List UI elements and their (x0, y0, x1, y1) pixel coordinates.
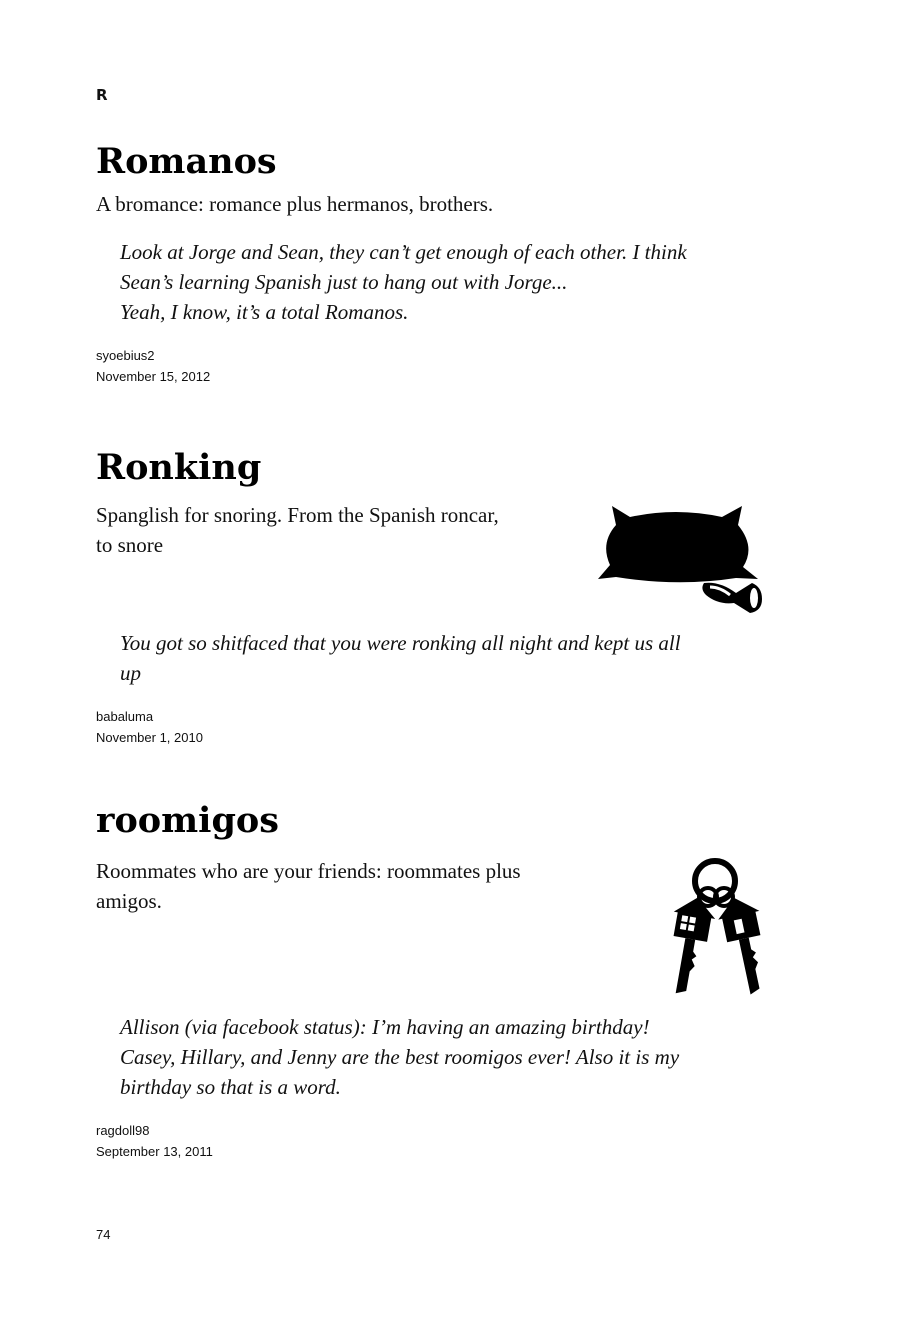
entry-date: November 1, 2010 (96, 730, 203, 745)
example-line: Casey, Hillary, and Jenny are the best roomigos ever! Also it is my (120, 1045, 680, 1069)
entry-meta (96, 345, 796, 387)
entry-author: ragdoll98 (96, 1123, 150, 1138)
example-line: birthday so that is a word. (120, 1075, 341, 1099)
entry-date: November 15, 2012 (96, 369, 211, 384)
example-line: Sean’s learning Spanish just to hang out with Jorge... (120, 270, 568, 294)
example-line: You got so shitfaced that you were ronking all night and kept us all (120, 631, 681, 655)
entry-example (96, 1012, 796, 1102)
entry-example (96, 237, 796, 327)
entry-romanos (96, 141, 796, 387)
section-letter: R (96, 86, 108, 104)
entry-term: Ronking (96, 447, 262, 488)
house-keys-icon (664, 855, 770, 997)
example-line: Yeah, I know, it’s a total Romanos. (120, 300, 409, 324)
definition-line: to snore (96, 533, 164, 557)
example-line: Allison (via facebook status): I’m having an amazing birthday! (120, 1015, 650, 1039)
definition-line: Spanglish for snoring. From the Spanish roncar, (96, 503, 499, 527)
entry-author: babaluma (96, 709, 154, 724)
entry-date: September 13, 2011 (96, 1144, 213, 1159)
entry-meta (96, 706, 796, 748)
definition-line: amigos. (96, 889, 162, 913)
entry-term: roomigos (96, 800, 279, 841)
entry-example (96, 628, 796, 688)
example-line: up (120, 661, 141, 685)
pillow-horn-icon (596, 503, 768, 615)
entry-author: syoebius2 (96, 348, 155, 363)
entry-definition: A bromance: romance plus hermanos, brothers. (96, 192, 494, 216)
entry-meta (96, 1120, 796, 1162)
entry-term: Romanos (96, 141, 277, 182)
page-number: 74 (96, 1227, 111, 1242)
definition-line: Roommates who are your friends: roommates plus (96, 859, 521, 883)
example-line: Look at Jorge and Sean, they can’t get enough of each other. I think (120, 240, 687, 264)
